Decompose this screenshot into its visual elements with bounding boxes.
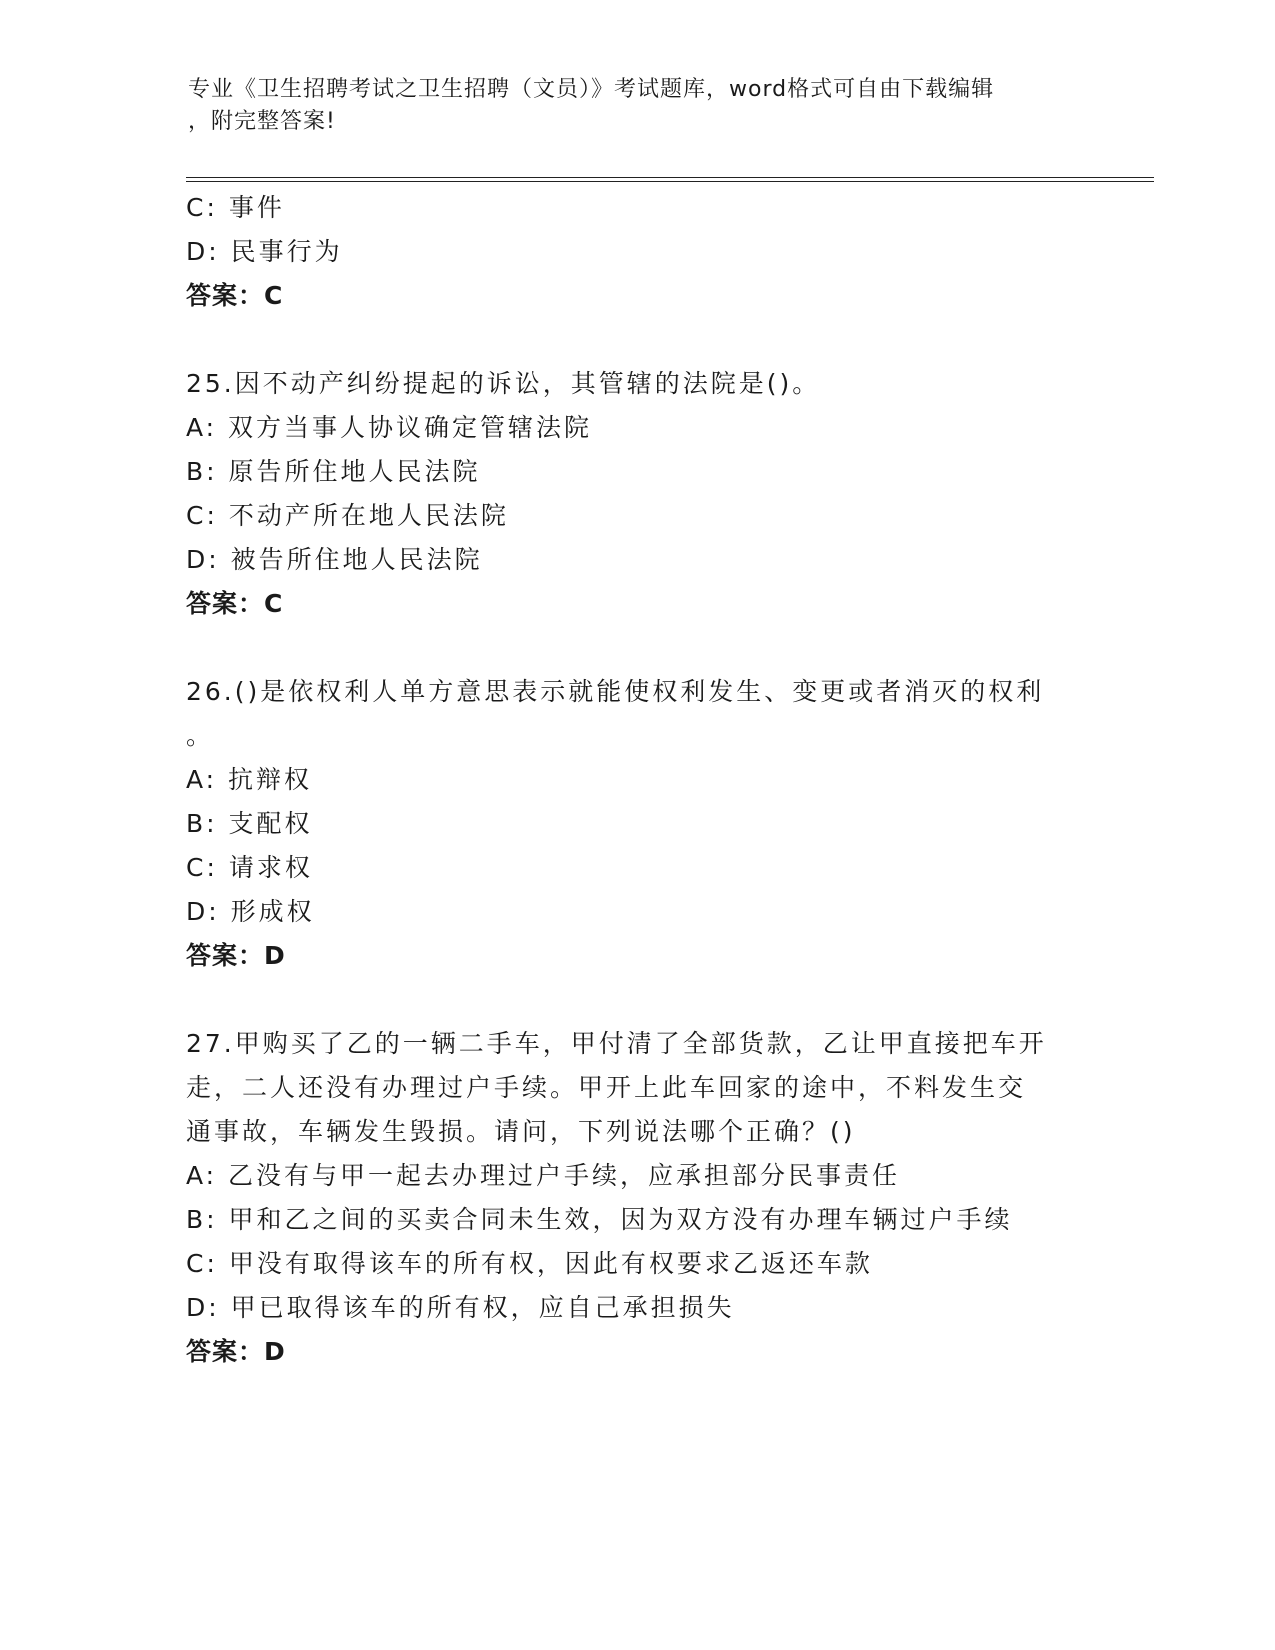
q25-option-c: C: 不动产所在地人民法院 (186, 501, 509, 530)
prev-answer: 答案：C (186, 281, 284, 310)
q27-option-a: A: 乙没有与甲一起去办理过户手续，应承担部分民事责任 (186, 1161, 901, 1190)
header-divider-bottom (186, 181, 1154, 182)
q26-option-c: C: 请求权 (186, 853, 313, 882)
q27-stem-line-1: 27.甲购买了乙的一辆二手车，甲付清了全部货款，乙让甲直接把车开 (186, 1029, 1047, 1058)
prev-option-c: C: 事件 (186, 193, 285, 222)
q27-option-b: B: 甲和乙之间的买卖合同未生效，因为双方没有办理车辆过户手续 (186, 1205, 1013, 1234)
q27-stem-line-3: 通事故，车辆发生毁损。请问，下列说法哪个正确？() (186, 1117, 856, 1146)
q27-option-d: D: 甲已取得该车的所有权，应自己承担损失 (186, 1293, 735, 1322)
q25-option-a: A: 双方当事人协议确定管辖法院 (186, 413, 593, 442)
q25-stem: 25.因不动产纠纷提起的诉讼，其管辖的法院是()。 (186, 369, 821, 398)
document-header (188, 74, 1068, 138)
header-line-2: ，附完整答案! (188, 109, 336, 134)
q26-option-a: A: 抗辩权 (186, 765, 313, 794)
q26-option-d: D: 形成权 (186, 897, 315, 926)
q26-answer: 答案：D (186, 941, 286, 970)
q27-answer: 答案：D (186, 1337, 286, 1366)
q25-option-b: B: 原告所住地人民法院 (186, 457, 481, 486)
q27-option-c: C: 甲没有取得该车的所有权，因此有权要求乙返还车款 (186, 1249, 873, 1278)
q26-stem-line-2: 。 (186, 721, 215, 750)
q25-answer: 答案：C (186, 589, 284, 618)
q26-option-b: B: 支配权 (186, 809, 313, 838)
header-line-1: 专业《卫生招聘考试之卫生招聘（文员）》考试题库，word格式可自由下载编辑 (188, 77, 995, 102)
q27-stem-line-2: 走，二人还没有办理过户手续。甲开上此车回家的途中，不料发生交 (186, 1073, 1027, 1102)
q26-stem-line-1: 26.()是依权利人单方意思表示就能使权利发生、变更或者消灭的权利 (186, 677, 1045, 706)
q25-option-d: D: 被告所住地人民法院 (186, 545, 483, 574)
header-divider-top (186, 177, 1154, 178)
prev-option-d: D: 民事行为 (186, 237, 343, 266)
